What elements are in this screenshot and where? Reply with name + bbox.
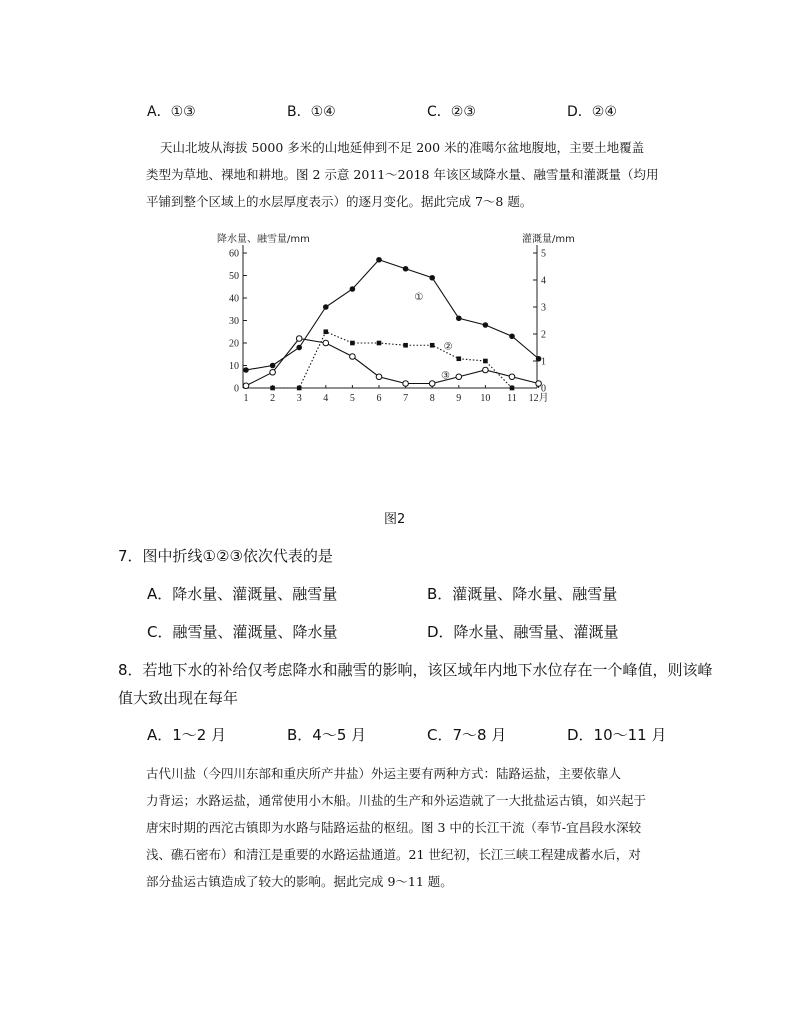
right-tick-label: 1 [541,356,546,368]
right-tick-label: 4 [541,275,546,287]
q8-option-a: A．1～2 月 [147,726,227,744]
data-point-③ [509,374,515,380]
q6-option-d: D．②④ [567,104,617,120]
q8-option-b: B．4～5 月 [287,726,367,744]
right-tick-label: 2 [541,329,546,341]
data-point-② [297,386,302,391]
data-point-① [350,286,356,292]
data-point-② [510,386,515,391]
left-tick-label: 60 [229,248,239,260]
data-point-② [350,341,355,346]
q7-option-a: A．降水量、灌溉量、融雪量 [147,585,338,603]
left-axis-title: 降水量、融雪量/mm [217,234,310,245]
data-point-③ [456,374,462,380]
passage-1-line: 平铺到整个区域上的水层厚度表示）的逐月变化。据此完成 7～8 题。 [146,194,533,209]
left-tick-label: 30 [229,316,239,327]
data-point-③ [296,336,302,342]
x-tick-label: 12月 [528,393,549,404]
passage-2-line: 古代川盐（今四川东部和重庆所产井盐）外运主要有两种方式：陆路运盐，主要依靠人 [146,766,622,781]
q6-option-a: A．①③ [147,104,196,120]
figure-2-chart [200,228,580,413]
left-tick-label: 0 [234,383,239,395]
data-point-② [324,329,329,334]
q6-option-c: C．②③ [427,104,476,120]
q8-stem-line-2: 值大致出现在每年 [118,689,239,707]
series-label-②: ② [443,341,453,353]
passage-2-line: 力背运；水路运盐，通常使用小木船。川盐的生产和外运造就了一大批盐运古镇，如兴起于 [146,793,647,808]
passage-2-line: 浅、礁石密布）和清江是重要的水路运盐通道。21 世纪初，长江三峡工程建成蓄水后，对 [146,847,641,862]
q8-option-c: C．7～8 月 [427,726,507,744]
passage-2 [146,760,686,895]
data-point-① [296,345,302,351]
data-point-③ [403,381,409,387]
q6-option-b: B．①④ [287,104,336,120]
right-axis-title: 灌溉量/mm [522,234,575,245]
passage-2-line: 唐宋时期的西沱古镇即为水路与陆路运盐的枢纽。图 3 中的长江干流（奉节-宜昌段水深较 [146,820,642,835]
x-tick-label: 1 [243,393,249,404]
left-tick-label: 40 [229,293,239,305]
q7-stem: 7．图中折线①②③依次代表的是 [118,547,333,565]
x-tick-label: 5 [349,393,355,404]
data-point-② [403,343,408,348]
data-point-② [377,341,382,346]
data-point-③ [376,374,382,380]
passage-1-line: 天山北坡从海拔 5000 多米的山地延伸到不足 200 米的准噶尔盆地腹地，主要土地覆盖 [160,140,645,155]
x-tick-label: 8 [429,393,435,404]
passage-2-line: 部分盐运古镇造成了较大的影响。据此完成 9～11 题。 [146,874,453,889]
data-point-① [456,315,462,321]
data-point-③ [270,369,276,375]
series-label-③: ③ [441,370,450,382]
data-point-② [270,386,275,391]
series-line-① [246,260,539,370]
data-point-② [483,359,488,364]
left-tick-label: 20 [229,338,239,350]
data-point-① [376,257,382,263]
data-point-③ [483,367,489,373]
data-point-③ [243,383,249,389]
data-point-② [457,356,462,361]
right-tick-label: 0 [541,383,546,395]
q7-option-d: D．降水量、融雪量、灌溉量 [427,623,619,641]
x-tick-label: 6 [376,393,382,404]
right-tick-label: 5 [541,248,546,260]
right-tick-label: 3 [541,302,546,314]
q7-option-b: B．灌溉量、降水量、融雪量 [427,585,618,603]
data-point-① [429,275,435,281]
left-tick-label: 10 [229,361,239,372]
passage-1-line: 类型为草地、裸地和耕地。图 2 示意 2011～2018 年该区域降水量、融雪量和灌溉量（均用 [146,167,659,182]
x-tick-label: 3 [296,393,302,404]
q8-stem-line-1: 8．若地下水的补给仅考虑降水和融雪的影响，该区域年内地下水位存在一个峰值，则该峰 [118,661,713,679]
data-point-① [483,322,489,328]
data-point-① [403,266,409,272]
data-point-① [323,304,329,310]
x-tick-label: 11 [507,393,517,404]
data-point-① [509,333,515,339]
x-tick-label: 4 [323,393,329,404]
data-point-③ [350,354,356,360]
q8-option-d: D．10～11 月 [567,726,667,744]
data-point-③ [323,340,329,346]
x-tick-label: 7 [403,393,409,404]
left-tick-label: 50 [229,271,239,282]
x-tick-label: 2 [270,393,276,404]
data-point-③ [536,381,542,387]
x-tick-label: 10 [480,393,491,404]
figure-caption: 图2 [384,512,406,527]
series-label-①: ① [414,291,424,303]
series-line-③ [246,339,539,386]
passage-1 [146,134,686,215]
data-point-① [270,363,276,369]
data-point-① [243,367,249,373]
q7-option-c: C．融雪量、灌溉量、降水量 [147,623,338,641]
data-point-② [430,343,435,348]
data-point-③ [429,381,435,387]
data-point-① [536,356,542,362]
x-tick-label: 9 [456,393,462,404]
